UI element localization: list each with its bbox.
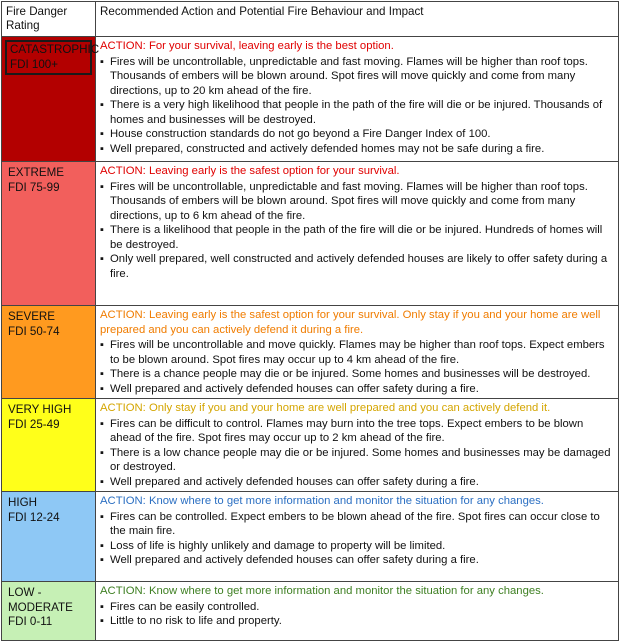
rating-label-box <box>5 165 92 196</box>
rating-name: CATASTROPHIC <box>10 43 100 56</box>
rating-name: EXTREME <box>8 166 65 179</box>
action-cell <box>96 37 619 162</box>
action-cell <box>96 162 619 306</box>
action-cell <box>96 492 619 582</box>
fire-behaviour-list <box>100 417 614 490</box>
list-item: ▪ Loss of life is highly unlikely and damage to property will be limited. <box>100 539 614 554</box>
rating-fdi: FDI 75-99 <box>8 180 60 194</box>
list-item: ▪ There is a chance people may die or be injured. Some homes and businesses will be destroyed. <box>100 367 614 382</box>
table-row <box>2 492 619 582</box>
rating-name: LOW - MODERATE <box>8 586 73 614</box>
rating-fdi: FDI 0-11 <box>8 615 53 628</box>
list-item: ▪ Well prepared, constructed and actively defended homes may not be safe during a fire. <box>100 142 614 157</box>
recommended-action: ACTION: Only stay if you and your home are well prepared and you can actively defend it. <box>100 402 551 414</box>
list-item: ▪ Fires will be uncontrollable, unpredictable and fast moving. Flames will be higher than roof tops. Thousands of embers will be blown around. Spot fires will move quickly and come from many directions, up to 20 km ahead of the fire. <box>100 55 614 99</box>
recommended-action: ACTION: Leaving early is the safest option for your survival. <box>100 165 400 177</box>
action-cell <box>96 582 619 641</box>
list-item: ▪ There is a low chance people may die or be injured. Some homes and businesses may be damaged or destroyed. <box>100 446 614 475</box>
rating-name: SEVERE <box>8 310 56 323</box>
table-row <box>2 162 619 306</box>
list-item: ▪ Fires can be controlled. Expect embers to be blown ahead of the fire. Spot fires can occur close to the main fire. <box>100 510 614 539</box>
rating-cell <box>2 37 100 162</box>
rating-fdi: FDI 100+ <box>10 57 59 71</box>
list-item: ▪ Fires will be uncontrollable, unpredictable and fast moving. Flames will be higher than roof tops. Thousands of embers will be blown around. Spot fires will move quickly and come from many directions, up to 6 km ahead of the fire. <box>100 180 614 224</box>
rating-label-box <box>5 309 92 340</box>
recommended-action: ACTION: Know where to get more information and monitor the situation for any changes. <box>100 495 544 507</box>
rating-name: HIGH <box>8 496 37 509</box>
fire-behaviour-list <box>100 600 614 629</box>
list-item: ▪ Well prepared and actively defended houses can offer safety during a fire. <box>100 475 614 490</box>
rating-fdi: FDI 12-24 <box>8 510 60 524</box>
table-header-row <box>2 2 619 37</box>
table-row <box>2 582 619 641</box>
rating-cell <box>2 306 96 399</box>
table-row <box>2 37 619 162</box>
list-item: ▪ Fires can be easily controlled. <box>100 600 614 615</box>
action-cell <box>96 399 619 492</box>
list-item: ▪ House construction standards do not go beyond a Fire Danger Index of 100. <box>100 127 614 142</box>
table-row <box>2 399 619 492</box>
fire-behaviour-list <box>100 55 614 157</box>
rating-column-header: Fire Danger Rating <box>2 2 96 37</box>
rating-label-box <box>5 495 92 526</box>
recommended-action: ACTION: Leaving early is the safest option for your survival. Only stay if you and your home are well prepared and you can actively defend it during a fire. <box>100 309 601 336</box>
rating-cell <box>2 582 96 641</box>
recommended-action: ACTION: For your survival, leaving early is the best option. <box>100 40 394 52</box>
rating-label-box <box>5 402 92 433</box>
action-column-header: Recommended Action and Potential Fire Behaviour and Impact <box>96 2 619 37</box>
table-row <box>2 306 619 399</box>
rating-cell <box>2 162 96 306</box>
rating-fdi: FDI 50-74 <box>8 324 60 338</box>
rating-label-box <box>5 40 100 75</box>
list-item: ▪ Little to no risk to life and property. <box>100 614 614 629</box>
rating-label-box <box>5 585 92 631</box>
fire-danger-rating-table <box>1 1 619 641</box>
rating-fdi: FDI 25-49 <box>8 417 60 431</box>
rating-name: VERY HIGH <box>8 403 72 416</box>
fire-behaviour-list <box>100 180 614 282</box>
list-item: ▪ Fires will be uncontrollable and move quickly. Flames may be higher than roof tops. Expect embers to be blown around. Spot fires may occur up to 4 km ahead of the fire. <box>100 338 614 367</box>
rating-cell <box>2 492 96 582</box>
rating-cell <box>2 399 96 492</box>
list-item: ▪ There is a likelihood that people in the path of the fire will die or be injured. Hundreds of homes will be destroyed. <box>100 223 614 252</box>
action-cell <box>96 306 619 399</box>
list-item: ▪ There is a very high likelihood that people in the path of the fire will die or be injured. Thousands of homes and businesses will be destroyed. <box>100 98 614 127</box>
list-item: ▪ Well prepared and actively defended houses can offer safety during a fire. <box>100 553 614 568</box>
list-item: ▪ Only well prepared, well constructed and actively defended houses are likely to offer safety during a fire. <box>100 252 614 281</box>
fire-behaviour-list <box>100 510 614 568</box>
rating-rows <box>2 37 619 641</box>
list-item: ▪ Fires can be difficult to control. Flames may burn into the tree tops. Expect embers to be blown ahead of the fire. Spot fires may occur up to 2 km ahead of the fire. <box>100 417 614 446</box>
fire-behaviour-list <box>100 338 614 396</box>
recommended-action: ACTION: Know where to get more information and monitor the situation for any changes. <box>100 585 544 597</box>
list-item: ▪ Well prepared and actively defended houses can offer safety during a fire. <box>100 382 614 397</box>
